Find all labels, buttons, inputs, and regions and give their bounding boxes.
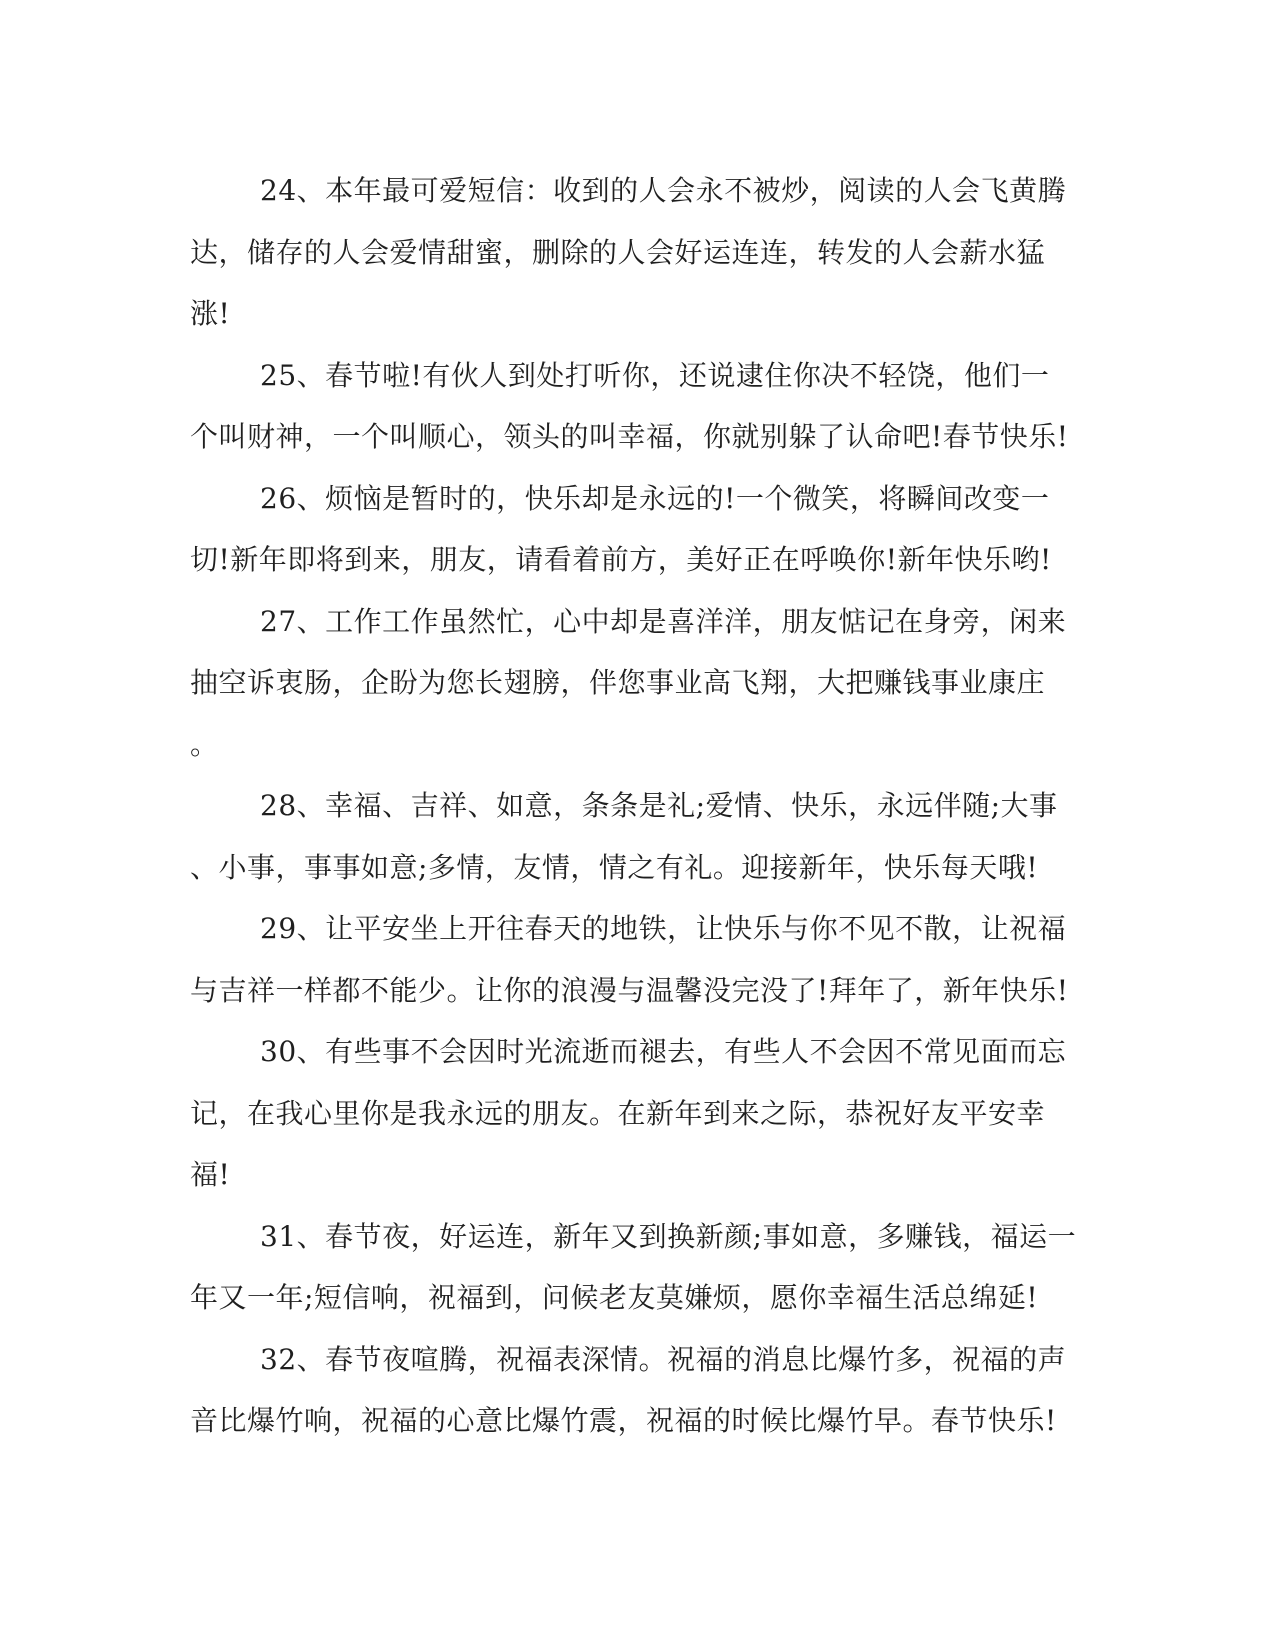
paragraph-line: 31、春节夜，好运连，新年又到换新颜;事如意，多赚钱，福运一 [260,1219,1077,1253]
paragraph-line: 福! [190,1158,231,1191]
paragraph-line: 。 [190,727,219,761]
paragraph-line: 26、烦恼是暂时的，快乐却是永远的!一个微笑，将瞬间改变一 [260,481,1050,515]
paragraph-line: 涨! [190,297,231,330]
paragraph-25 [190,345,1085,468]
paragraph-26 [190,468,1085,591]
paragraph-30 [190,1021,1085,1206]
paragraph-line: 个叫财神，一个叫顺心，领头的叫幸福，你就别躲了认命吧!春节快乐! [190,420,1069,453]
paragraph-line: 抽空诉衷肠，企盼为您长翅膀，伴您事业高飞翔，大把赚钱事业康庄 [190,666,1046,699]
paragraph-32 [190,1329,1085,1452]
paragraph-line: 记，在我心里你是我永远的朋友。在新年到来之际，恭祝好友平安幸 [190,1096,1046,1130]
paragraph-27 [190,591,1085,776]
paragraph-line: 、小事，事事如意;多情，友情，情之有礼。迎接新年，快乐每天哦! [190,850,1039,884]
paragraph-line: 27、工作工作虽然忙，心中却是喜洋洋，朋友惦记在身旁，闲来 [260,604,1067,638]
paragraph-line: 29、让平安坐上开往春天的地铁，让快乐与你不见不散，让祝福 [260,912,1067,945]
paragraph-line: 达，储存的人会爱情甜蜜，删除的人会好运连连，转发的人会薪水猛 [190,235,1046,269]
paragraph-line: 28、幸福、吉祥、如意，条条是礼;爱情、快乐，永远伴随;大事 [260,789,1058,822]
document-body [190,160,1085,1452]
paragraph-line: 与吉祥一样都不能少。让你的浪漫与温馨没完没了!拜年了，新年快乐! [190,973,1069,1007]
paragraph-28 [190,775,1085,898]
paragraph-line: 24、本年最可爱短信：收到的人会永不被炒，阅读的人会飞黄腾 [260,174,1067,207]
paragraph-line: 音比爆竹响，祝福的心意比爆竹震，祝福的时候比爆竹早。春节快乐! [190,1404,1057,1437]
paragraph-line: 32、春节夜喧腾，祝福表深情。祝福的消息比爆竹多，祝福的声 [260,1342,1067,1376]
paragraph-line: 年又一年;短信响，祝福到，问候老友莫嫌烦，愿你幸福生活总绵延! [190,1281,1039,1314]
paragraph-line: 切!新年即将到来，朋友，请看着前方，美好正在呼唤你!新年快乐哟! [190,543,1052,576]
paragraph-line: 30、有些事不会因时光流逝而褪去，有些人不会因不常见面而忘 [260,1035,1067,1068]
paragraph-24 [190,160,1085,345]
paragraph-29 [190,898,1085,1021]
paragraph-line: 25、春节啦!有伙人到处打听你，还说逮住你决不轻饶，他们一 [260,358,1050,392]
paragraph-31 [190,1206,1085,1329]
